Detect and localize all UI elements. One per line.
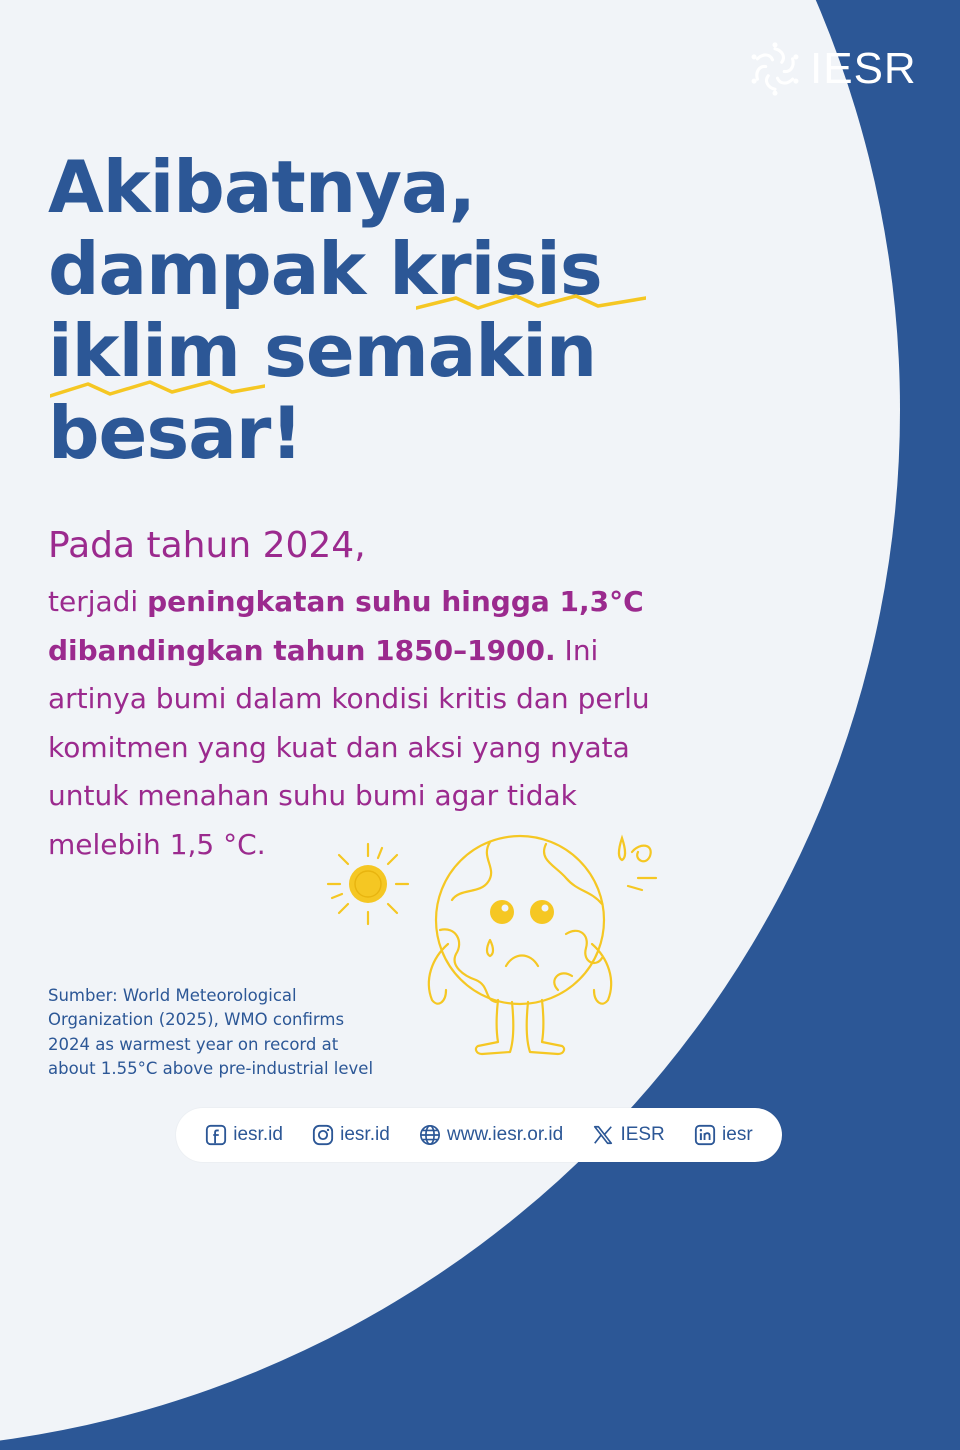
headline-text: dampak bbox=[48, 227, 390, 311]
headline-line-4: besar! bbox=[48, 391, 303, 475]
sun-icon bbox=[328, 844, 408, 924]
social-website[interactable] bbox=[419, 1124, 563, 1146]
body-text bbox=[48, 578, 748, 869]
source-line: about 1.55°C above pre-industrial level bbox=[48, 1058, 374, 1078]
x-icon bbox=[592, 1124, 614, 1146]
crying-earth-illustration bbox=[320, 830, 670, 1060]
headline-text: semakin bbox=[239, 309, 597, 393]
instagram-icon bbox=[312, 1124, 334, 1146]
source-line: Organization (2025), WMO confirms bbox=[48, 1010, 345, 1030]
body-line: untuk menahan suhu bumi agar tidak bbox=[48, 779, 577, 812]
social-instagram[interactable] bbox=[312, 1124, 390, 1146]
headline bbox=[48, 146, 688, 474]
social-label: IESR bbox=[620, 1124, 665, 1145]
body-bold-span: dibandingkan tahun 1850–1900. bbox=[48, 633, 556, 667]
body-text-span: terjadi bbox=[48, 585, 148, 618]
social-label: iesr.id bbox=[233, 1124, 283, 1145]
globe-icon bbox=[419, 1124, 441, 1146]
sweat-marks-icon bbox=[619, 838, 656, 890]
body-line bbox=[48, 578, 748, 627]
headline-highlight-iklim: iklim bbox=[48, 309, 240, 393]
social-facebook[interactable] bbox=[205, 1124, 283, 1146]
logo-text: IESR bbox=[810, 44, 917, 93]
facebook-icon bbox=[205, 1124, 227, 1146]
headline-highlight-krisis: krisis bbox=[389, 227, 602, 311]
body-bold-span: peningkatan suhu hingga 1,3°C bbox=[147, 585, 644, 618]
body-text-span: Ini bbox=[555, 633, 599, 667]
linkedin-icon bbox=[694, 1124, 716, 1146]
social-media-bar bbox=[176, 1108, 782, 1162]
body-line bbox=[48, 627, 748, 676]
body-line: artinya bumi dalam kondisi kritis dan perlu bbox=[48, 682, 650, 715]
headline-line-2 bbox=[48, 228, 688, 310]
body-line: komitmen yang kuat dan aksi yang nyata bbox=[48, 730, 630, 764]
social-linkedin[interactable] bbox=[694, 1124, 753, 1146]
iesr-swirl-icon bbox=[746, 40, 804, 98]
social-label: iesr.id bbox=[340, 1124, 390, 1145]
social-label: www.iesr.or.id bbox=[447, 1124, 564, 1145]
headline-line-3 bbox=[48, 310, 688, 392]
intro-text: Pada tahun 2024, bbox=[48, 525, 366, 566]
crying-earth-icon bbox=[429, 836, 611, 1054]
headline-line-1: Akibatnya, bbox=[48, 145, 475, 229]
social-label: iesr bbox=[722, 1124, 753, 1145]
source-line: Sumber: World Meteorological bbox=[48, 986, 297, 1005]
social-x[interactable] bbox=[592, 1124, 664, 1146]
iesr-logo bbox=[746, 40, 917, 98]
source-line: 2024 as warmest year on record at bbox=[48, 1034, 339, 1054]
body-line: melebih 1,5 °C. bbox=[48, 827, 266, 861]
